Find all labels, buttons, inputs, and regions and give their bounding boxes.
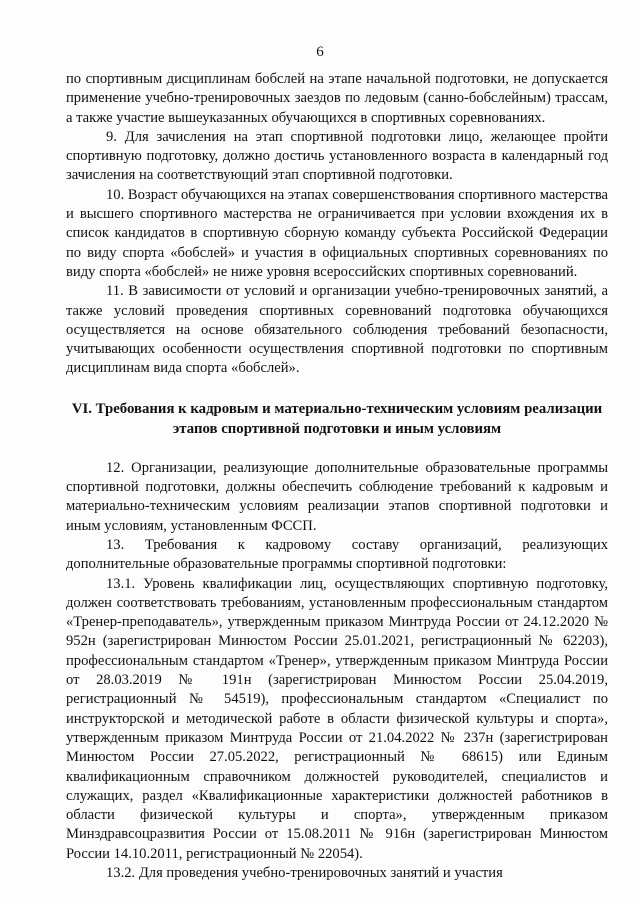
paragraph-9: 9. Для зачисления на этап спортивной подготовки лицо, желающее пройти спортивную подготовку, должно достичь установленного возраста в календарный год зачисления на соответствующий этап спортивной подготовки. — [66, 128, 608, 184]
paragraph-13-2: 13.2. Для проведения учебно-тренировочных занятий и участия — [106, 864, 503, 881]
paragraph-10: 10. Возраст обучающихся на этапах совершенствования спортивного мастерства и высшего спортивного мастерства не ограничивается при условии вхождения их в список кандидатов в спортивную сборную команду субъекта Российской Федерации по виду спорта «бобслей» и участия в официальных спортивных соревнованиях по виду спорта «бобслей» не ниже уровня всероссийских спортивных соревнований. — [66, 186, 608, 280]
document-body — [66, 70, 608, 883]
section-heading-vi: VI. Требования к кадровым и материально-техническим условиям реализации этапов спортивной подготовки и иным условиям — [71, 400, 603, 437]
paragraph-11: 11. В зависимости от условий и организации учебно-тренировочных занятий, а также условий проведения спортивных соревнований подготовка обучающихся осуществляется на основе обязательного соблюдения требований безопасности, учитывающих особенности осуществления спортивной подготовки по спортивным дисциплинам вида спорта «бобслей». — [66, 283, 608, 377]
paragraph-12: 12. Организации, реализующие дополнительные образовательные программы спортивной подготовки, должны обеспечить соблюдение требований к кадровым и материально-техническим условиям реализации этапов спортивной подготовки и иным условиям, установленным ФССП. — [66, 459, 608, 534]
paragraph-13-1: 13.1. Уровень квалификации лиц, осуществляющих спортивную подготовку, должен соответствовать требованиям, установленным профессиональным стандартом «Тренер-преподаватель», утвержденным приказом Минтруда России от 24.12.2020 № 952н (зарегистрирован Минюстом России 25.01.2021, регистрационный № 62203), профессиональным стандартом «Тренер», утвержденным приказом Минтруда России от 28.03.2019 № 191н (зарегистрирован Минюстом России 25.04.2019, регистрационный № 54519), профессиональным стандартом «Специалист по инструкторской и методической работе в области физической культуры и спорта», утвержденным приказом Минтруда России от 21.04.2022 № 237н (зарегистрирован Минюстом России 27.05.2022, регистрационный № 68615) или Единым квалификационным справочником должностей руководителей, специалистов и служащих, раздел «Квалификационные характеристики должностей работников в области физической культуры и спорта», утвержденным приказом Минздравсоцразвития России от 15.08.2011 № 916н (зарегистрирован Минюстом России 14.10.2011, регистрационный № 22054). — [66, 575, 608, 862]
paragraph-13: 13. Требования к кадровому составу организаций, реализующих дополнительные образовательные программы спортивной подготовки: — [66, 536, 608, 573]
page-number: 6 — [316, 44, 324, 60]
paragraph-continuation: по спортивным дисциплинам бобслей на этапе начальной подготовки, не допускается применение учебно-тренировочных заездов по ледовым (санно-бобслейным) трассам, а также участие вышеуказанных обучающихся в спортивных соревнованиях. — [66, 71, 608, 126]
